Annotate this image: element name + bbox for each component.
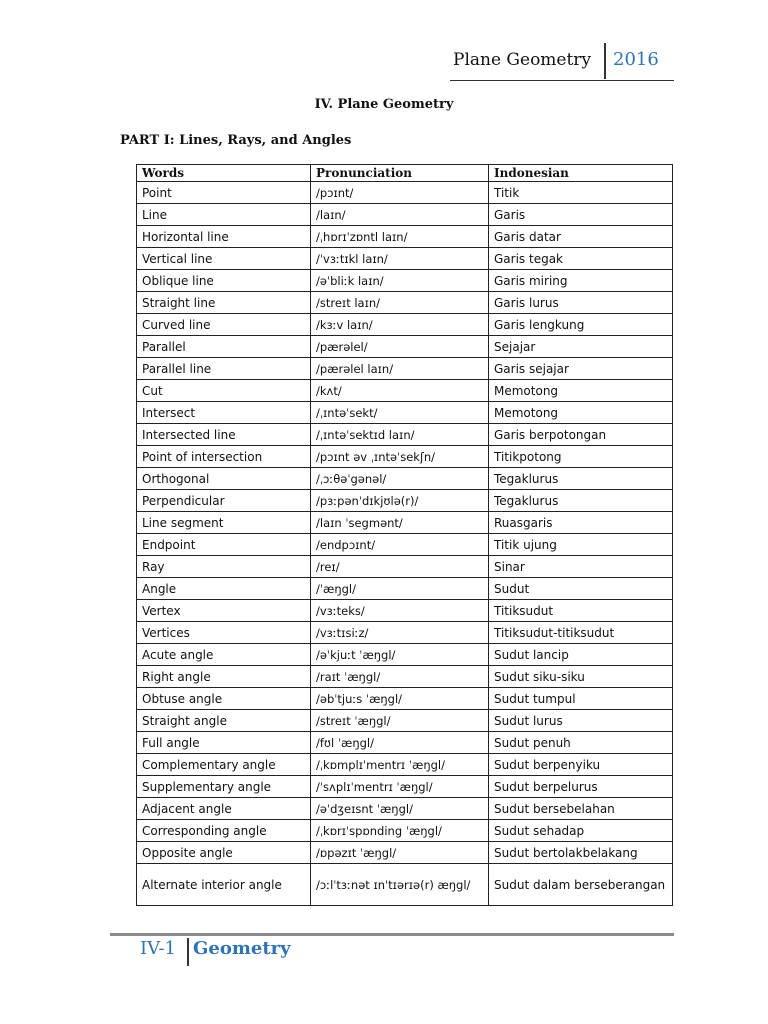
- cell-word: Line segment: [137, 512, 311, 534]
- table-row: [137, 666, 673, 688]
- table-row: [137, 512, 673, 534]
- cell-word: Alternate interior angle: [137, 864, 311, 906]
- cell-pronunciation: /pærəlel laɪn/: [311, 358, 489, 380]
- table-row: [137, 358, 673, 380]
- table-row: [137, 842, 673, 864]
- cell-word: Line: [137, 204, 311, 226]
- table-row: [137, 248, 673, 270]
- vocabulary-table: [136, 164, 673, 906]
- cell-indonesian: Sudut berpenyiku: [489, 754, 673, 776]
- cell-indonesian: Garis miring: [489, 270, 673, 292]
- section-title: PART I: Lines, Rays, and Angles: [120, 133, 352, 148]
- table-row: [137, 336, 673, 358]
- cell-pronunciation: /pɔɪnt əv ˌɪntəˈsekʃn/: [311, 446, 489, 468]
- table-row: [137, 270, 673, 292]
- cell-indonesian: Sudut lancip: [489, 644, 673, 666]
- cell-indonesian: Tegaklurus: [489, 490, 673, 512]
- cell-pronunciation: /ˌɪntəˈsektɪd laɪn/: [311, 424, 489, 446]
- cell-word: Straight line: [137, 292, 311, 314]
- footer-section-name: Geometry: [193, 938, 291, 959]
- cell-pronunciation: /ˌɔːθəˈgənəl/: [311, 468, 489, 490]
- cell-indonesian: Sudut siku-siku: [489, 666, 673, 688]
- cell-word: Point: [137, 182, 311, 204]
- table-row: [137, 820, 673, 842]
- table-row: [137, 798, 673, 820]
- table-header-row: [137, 165, 673, 182]
- cell-word: Curved line: [137, 314, 311, 336]
- cell-word: Oblique line: [137, 270, 311, 292]
- cell-pronunciation: /reɪ/: [311, 556, 489, 578]
- table-row: [137, 468, 673, 490]
- running-header-title: Plane Geometry: [453, 50, 592, 70]
- table-row: [137, 600, 673, 622]
- table-row: [137, 710, 673, 732]
- cell-indonesian: Sudut bersebelahan: [489, 798, 673, 820]
- cell-indonesian: Garis lurus: [489, 292, 673, 314]
- table-row: [137, 490, 673, 512]
- cell-indonesian: Titiksudut-titiksudut: [489, 622, 673, 644]
- cell-pronunciation: /ˈvɜːtɪkl laɪn/: [311, 248, 489, 270]
- cell-indonesian: Titiksudut: [489, 600, 673, 622]
- cell-indonesian: Memotong: [489, 402, 673, 424]
- table-row: [137, 578, 673, 600]
- table-row: [137, 754, 673, 776]
- cell-indonesian: Sudut bertolakbelakang: [489, 842, 673, 864]
- column-header-words: Words: [137, 165, 311, 182]
- cell-indonesian: Sejajar: [489, 336, 673, 358]
- cell-pronunciation: /kɜːv laɪn/: [311, 314, 489, 336]
- cell-word: Obtuse angle: [137, 688, 311, 710]
- cell-pronunciation: /ˈæŋgl/: [311, 578, 489, 600]
- cell-word: Endpoint: [137, 534, 311, 556]
- footer-divider: [187, 938, 189, 966]
- cell-word: Perpendicular: [137, 490, 311, 512]
- header-divider: [604, 43, 606, 79]
- cell-indonesian: Titikpotong: [489, 446, 673, 468]
- cell-word: Intersect: [137, 402, 311, 424]
- cell-word: Vertices: [137, 622, 311, 644]
- table-row: [137, 446, 673, 468]
- cell-pronunciation: /laɪn ˈsegmənt/: [311, 512, 489, 534]
- cell-word: Straight angle: [137, 710, 311, 732]
- table-row: [137, 314, 673, 336]
- cell-indonesian: Garis sejajar: [489, 358, 673, 380]
- cell-pronunciation: /pɜːpənˈdɪkjʊlə(r)/: [311, 490, 489, 512]
- cell-word: Corresponding angle: [137, 820, 311, 842]
- running-header-year: 2016: [613, 49, 659, 70]
- cell-pronunciation: /streɪt ˈæŋgl/: [311, 710, 489, 732]
- table-row: [137, 556, 673, 578]
- cell-word: Vertex: [137, 600, 311, 622]
- cell-word: Cut: [137, 380, 311, 402]
- table-row: [137, 864, 673, 906]
- cell-word: Point of intersection: [137, 446, 311, 468]
- cell-pronunciation: /ˈsʌplɪˈmentrɪ ˈæŋgl/: [311, 776, 489, 798]
- cell-indonesian: Sudut lurus: [489, 710, 673, 732]
- footer-page-number: IV-1: [140, 938, 176, 959]
- cell-word: Parallel: [137, 336, 311, 358]
- cell-pronunciation: /əbˈtjuːs ˈæŋgl/: [311, 688, 489, 710]
- cell-indonesian: Sinar: [489, 556, 673, 578]
- cell-pronunciation: /endpɔɪnt/: [311, 534, 489, 556]
- cell-pronunciation: /ˌɪntəˈsekt/: [311, 402, 489, 424]
- cell-pronunciation: /pɔɪnt/: [311, 182, 489, 204]
- cell-word: Adjacent angle: [137, 798, 311, 820]
- table-row: [137, 204, 673, 226]
- cell-indonesian: Tegaklurus: [489, 468, 673, 490]
- table-row: [137, 402, 673, 424]
- cell-word: Full angle: [137, 732, 311, 754]
- cell-word: Horizontal line: [137, 226, 311, 248]
- cell-indonesian: Sudut berpelurus: [489, 776, 673, 798]
- cell-word: Opposite angle: [137, 842, 311, 864]
- cell-indonesian: Memotong: [489, 380, 673, 402]
- table-row: [137, 226, 673, 248]
- cell-word: Right angle: [137, 666, 311, 688]
- table-row: [137, 380, 673, 402]
- table-row: [137, 776, 673, 798]
- cell-indonesian: Sudut penuh: [489, 732, 673, 754]
- table-body: [137, 182, 673, 906]
- cell-indonesian: Garis lengkung: [489, 314, 673, 336]
- table-row: [137, 292, 673, 314]
- cell-indonesian: Garis berpotongan: [489, 424, 673, 446]
- cell-pronunciation: /əˈkjuːt ˈæŋgl/: [311, 644, 489, 666]
- cell-pronunciation: /fʊl ˈæŋgl/: [311, 732, 489, 754]
- cell-indonesian: Sudut sehadap: [489, 820, 673, 842]
- table-row: [137, 688, 673, 710]
- cell-indonesian: Sudut tumpul: [489, 688, 673, 710]
- table-row: [137, 622, 673, 644]
- cell-pronunciation: /əˈbliːk laɪn/: [311, 270, 489, 292]
- cell-indonesian: Ruasgaris: [489, 512, 673, 534]
- cell-word: Orthogonal: [137, 468, 311, 490]
- cell-indonesian: Garis datar: [489, 226, 673, 248]
- cell-pronunciation: /ˌkɒmplɪˈmentrɪ ˈæŋgl/: [311, 754, 489, 776]
- cell-pronunciation: /ɔːlˈtɜːnət ɪnˈtɪərɪə(r) æŋgl/: [311, 864, 489, 906]
- cell-indonesian: Titik: [489, 182, 673, 204]
- cell-pronunciation: /vɜːtɪsiːz/: [311, 622, 489, 644]
- cell-word: Angle: [137, 578, 311, 600]
- cell-pronunciation: /ɒpəzɪt ˈæŋgl/: [311, 842, 489, 864]
- cell-pronunciation: /ˌhɒrɪˈzɒntl laɪn/: [311, 226, 489, 248]
- cell-indonesian: Garis tegak: [489, 248, 673, 270]
- header-rule: [450, 80, 674, 81]
- footer-rule: [110, 933, 674, 936]
- cell-indonesian: Titik ujung: [489, 534, 673, 556]
- cell-pronunciation: /əˈdʒeɪsnt ˈæŋgl/: [311, 798, 489, 820]
- column-header-indonesian: Indonesian: [489, 165, 673, 182]
- cell-pronunciation: /pærəlel/: [311, 336, 489, 358]
- table-row: [137, 424, 673, 446]
- cell-pronunciation: /vɜːteks/: [311, 600, 489, 622]
- cell-indonesian: Sudut dalam berseberangan: [489, 864, 673, 906]
- table-row: [137, 644, 673, 666]
- cell-pronunciation: /streɪt laɪn/: [311, 292, 489, 314]
- cell-indonesian: Garis: [489, 204, 673, 226]
- cell-word: Acute angle: [137, 644, 311, 666]
- page-title: IV. Plane Geometry: [314, 97, 454, 112]
- cell-indonesian: Sudut: [489, 578, 673, 600]
- cell-word: Supplementary angle: [137, 776, 311, 798]
- cell-word: Vertical line: [137, 248, 311, 270]
- cell-pronunciation: /raɪt ˈæŋgl/: [311, 666, 489, 688]
- column-header-pronunciation: Pronunciation: [311, 165, 489, 182]
- cell-word: Complementary angle: [137, 754, 311, 776]
- cell-word: Intersected line: [137, 424, 311, 446]
- table-row: [137, 182, 673, 204]
- cell-word: Ray: [137, 556, 311, 578]
- cell-pronunciation: /kʌt/: [311, 380, 489, 402]
- table-row: [137, 732, 673, 754]
- cell-pronunciation: /ˌkɒrɪˈspɒnding ˈæŋgl/: [311, 820, 489, 842]
- table-row: [137, 534, 673, 556]
- cell-word: Parallel line: [137, 358, 311, 380]
- cell-pronunciation: /laɪn/: [311, 204, 489, 226]
